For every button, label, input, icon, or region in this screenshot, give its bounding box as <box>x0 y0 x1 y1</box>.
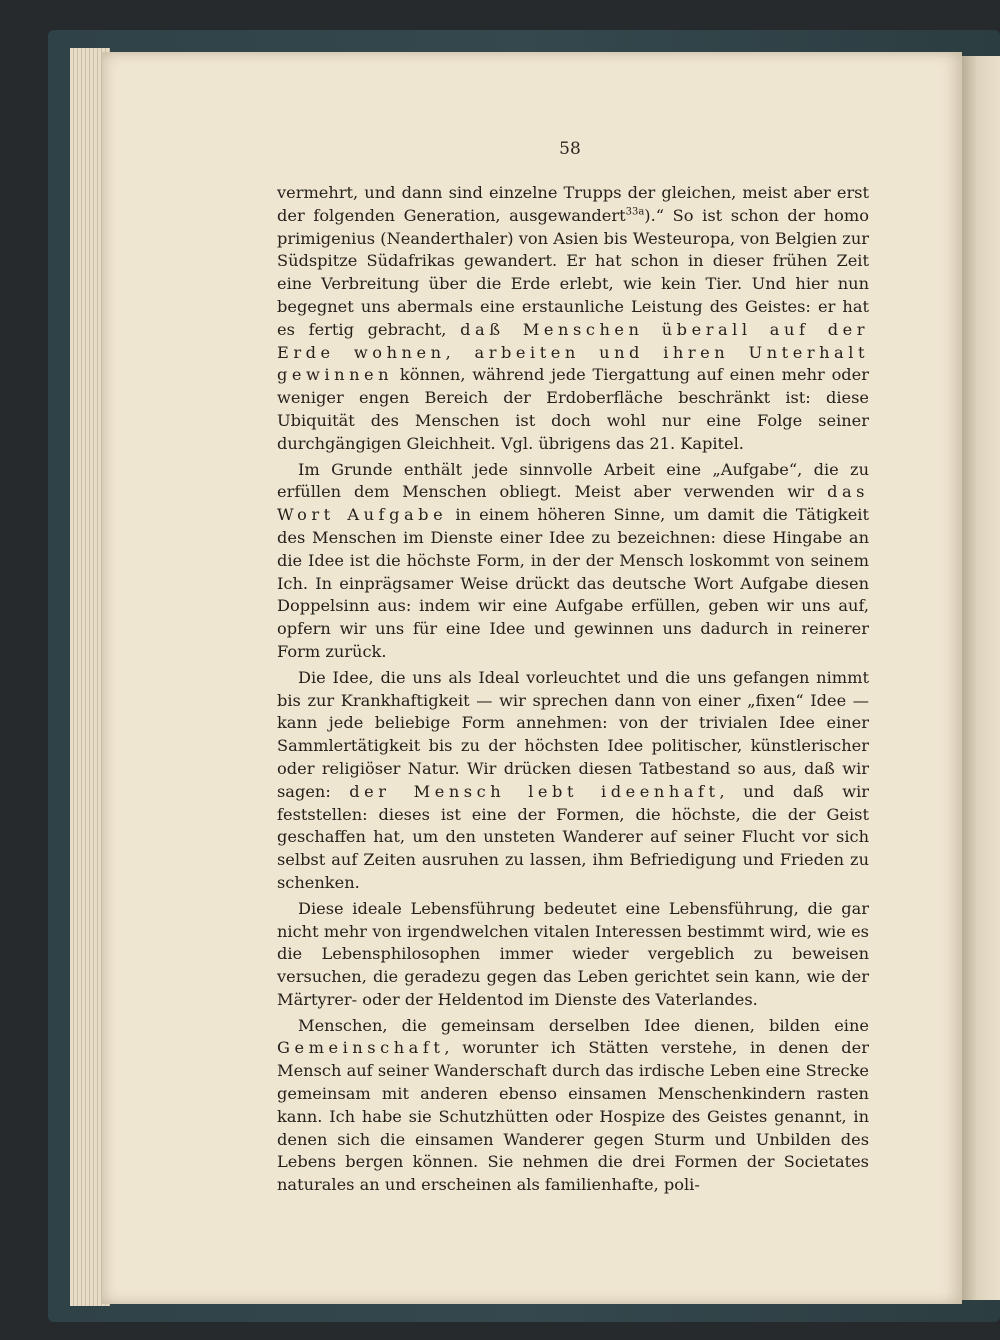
text-segment: vermehrt, und dann sind einzelne Trupps der gleichen, meist aber erst der folgenden Generation, ausgewandert <box>277 183 869 225</box>
text-segment: Menschen, die gemeinsam derselben Idee dienen, bilden eine <box>298 1015 869 1035</box>
text-segment: in einem höheren Sinne, um damit die Tätigkeit des Menschen im Dienste einer Idee zu bezeichnen: diese Hingabe an die Idee ist die höchste Form, in der der Mensch loskommt von seinem Ich. In einprägsamer Weise drückt das deutsche Wort Aufgabe diesen Doppelsinn aus: indem wir eine Aufgabe erfüllen, geben wir uns auf, opfern wir uns für eine Idee und gewinnen uns dadurch in reinerer Form zurück. <box>277 505 869 661</box>
facing-page-edge <box>962 56 1000 1300</box>
emphasized-text: Gemeinschaft <box>277 1038 445 1058</box>
paragraph <box>277 182 869 456</box>
emphasized-text: daß Menschen überall auf der Erde wohnen, arbeiten und ihren Unterhalt gewinnen <box>277 319 869 385</box>
paragraph <box>277 898 869 1012</box>
text-segment: Die Idee, die uns als Ideal vorleuchtet und die uns gefangen nimmt bis zur Krankhaftigkeit — wir sprechen dann von einer „fixen“ Idee — kann jede beliebige Form annehmen: von der trivialen Idee einer Sammlertätigkeit bis zu der höchsten Idee politischer, künstlerischer oder religiöser Natur. Wir drücken diesen Tatbestand so aus, daß wir sagen: <box>277 667 869 801</box>
paragraph <box>277 1015 869 1197</box>
paragraph <box>277 667 869 895</box>
text-segment: Im Grunde enthält jede sinnvolle Arbeit eine „Aufgabe“, die zu erfüllen dem Menschen obliegt. Meist aber verwenden wir <box>277 459 869 502</box>
paragraph <box>277 459 869 664</box>
text-segment: ).“ So ist schon der homo primigenius (Neanderthaler) von Asien bis Westeuropa, von Belgien zur Südspitze Südafrikas gewandert. Er hat schon in dieser frühen Zeit eine Verbreitung über die Erde erlebt, wie kein Tier. Und hier nun begegnet uns abermals eine erstaunliche Leistung des Geistes: er hat es fertig gebracht, <box>277 205 869 339</box>
footnote-ref: 33a <box>625 206 645 218</box>
page-number: 58 <box>559 139 581 159</box>
text-segment: , und daß wir feststellen: dieses ist eine der Formen, die höchste, die der Geist geschaffen hat, um den unsteten Wanderer auf seiner Flucht vor sich selbst auf Zeiten ausruhen zu lassen, ihm Befriedigung und Frieden zu schenken. <box>277 781 869 892</box>
emphasized-text: der Mensch lebt ideenhaft <box>349 781 720 801</box>
text-segment: , worunter ich Stätten verstehe, in denen der Mensch auf seiner Wanderschaft durch das irdische Leben eine Strecke gemeinsam mit anderen ebenso einsamen Menschenkindern rasten kann. Ich habe sie Schutzhütten oder Hospize des Geistes genannt, in denen sich die einsamen Wanderer gegen Sturm und Unbilden des Lebens bergen können. Sie nehmen die drei Formen der Societates naturales an und erscheinen als familienhafte, poli- <box>277 1038 869 1195</box>
emphasized-text: das Wort Aufgabe <box>277 482 869 525</box>
text-segment: können, während jede Tiergattung auf einen mehr oder weniger engen Bereich der Erdoberfläche beschränkt ist: diese Ubiquität des Menschen ist doch wohl nur eine Folge seiner durchgängigen Gleichheit. Vgl. übrigens das 21. Kapitel. <box>277 365 869 453</box>
text-segment: Diese ideale Lebensführung bedeutet eine Lebensführung, die gar nicht mehr von irgendwelchen vitalen Interessen bestimmt wird, wie es die Lebensphilosophen immer wieder vergeblich zu beweisen versuchen, die geradezu gegen das Leben gerichtet sein kann, wie der Märtyrer- oder der Heldentod im Dienste des Vaterlandes. <box>277 898 869 1009</box>
body-text <box>277 182 869 1200</box>
